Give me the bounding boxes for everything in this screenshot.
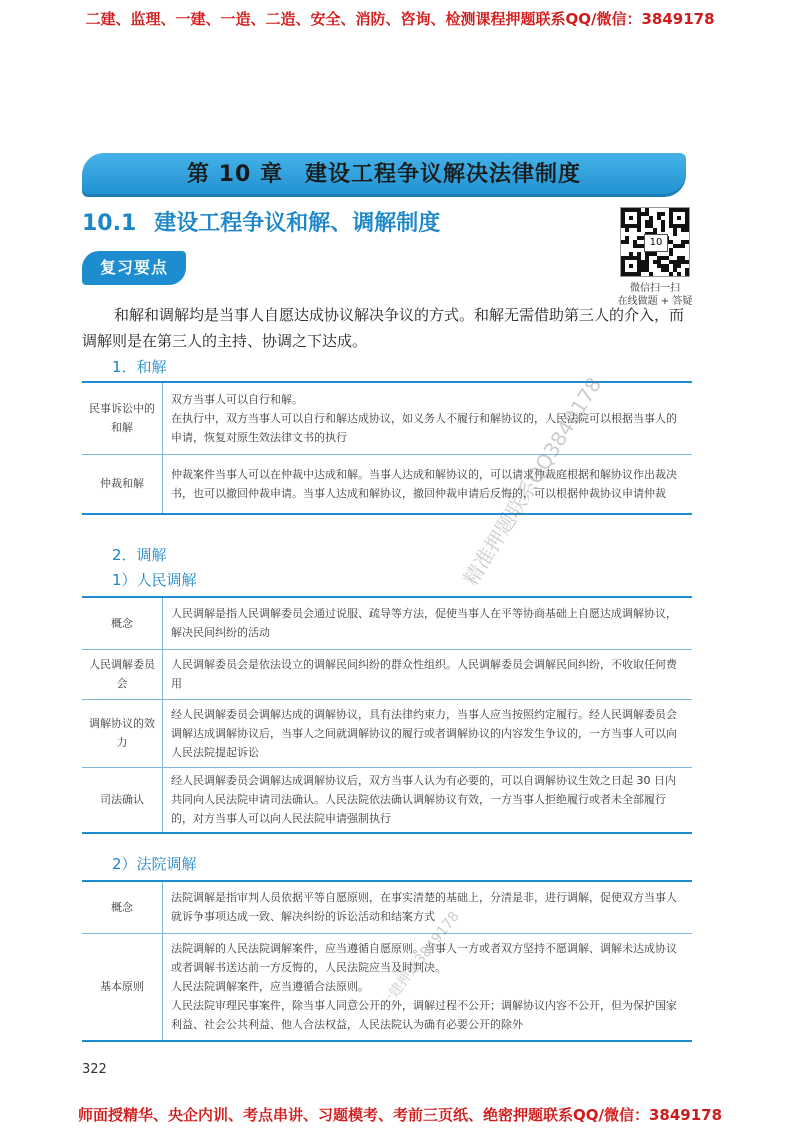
table-row xyxy=(82,597,692,649)
qr-code[interactable] xyxy=(620,207,690,277)
watermark-text: 一建押题3849178 xyxy=(377,908,463,1012)
table-row xyxy=(82,767,692,833)
row-content: 人民调解委员会是依法设立的调解民间纠纷的群众性组织。人民调解委员会调解民间纠纷，不收取任何费用 xyxy=(163,649,693,699)
heading-settlement: 1．和解 xyxy=(112,358,167,376)
settlement-table xyxy=(82,381,692,515)
watermark-text: 精准押题联系QQ3849178 xyxy=(458,373,607,590)
row-content: 仲裁案件当事人可以在仲裁中达成和解。当事人达成和解协议的，可以请求仲裁庭根据和解协议作出裁决书，也可以撤回仲裁申请。当事人达成和解协议，撤回仲裁申请后反悔的，可以根据仲裁协议申请仲裁 xyxy=(163,454,693,514)
table-row xyxy=(82,454,692,514)
row-content: 人民调解是指人民调解委员会通过说服、疏导等方法，促使当事人在平等协商基础上自愿达成调解协议，解决民间纠纷的活动 xyxy=(163,597,693,649)
chapter-title-bar xyxy=(82,153,686,197)
row-label: 概念 xyxy=(82,597,163,649)
row-content: 经人民调解委员会调解达成调解协议后，双方当事人认为有必要的，可以自调解协议生效之日起 30 日内共同向人民法院申请司法确认。人民法院依法确认调解协议有效，一方当事人拒绝履行或者未全部履行的，对方当事人可以向人民法院申请强制执行 xyxy=(163,767,693,833)
intro-paragraph: 和解和调解均是当事人自愿达成协议解决争议的方式。和解无需借助第三人的介入，而调解则是在第三人的主持、协调之下达成。 xyxy=(82,306,685,350)
table-row xyxy=(82,881,692,933)
qr-caption-line2: 在线做题 + 答疑 xyxy=(617,296,693,307)
qr-caption-line1: 微信扫一扫 xyxy=(630,283,680,294)
section-number: 10.1 xyxy=(82,211,137,236)
row-label: 人民调解委员会 xyxy=(82,649,163,699)
row-label: 基本原则 xyxy=(82,933,163,1041)
footer-banner: 师面授精华、央企内训、考点串讲、习题模考、考前三页纸、绝密押题联系QQ/微信：3849178 xyxy=(77,1106,723,1124)
heading-court-mediation: 2）法院调解 xyxy=(112,855,197,873)
row-content: 法院调解是指审判人员依据平等自愿原则，在事实清楚的基础上，分清是非，进行调解，促使双方当事人就诉争事项达成一致、解决纠纷的诉讼活动和结案方式 xyxy=(163,881,693,933)
chapter-title: 建设工程争议解决法律制度 xyxy=(304,162,581,187)
table-row xyxy=(82,699,692,767)
row-label: 仲裁和解 xyxy=(82,454,163,514)
row-label: 民事诉讼中的和解 xyxy=(82,382,163,454)
chapter-number: 第 10 章 xyxy=(187,162,283,187)
row-content: 经人民调解委员会调解达成的调解协议，具有法律约束力，当事人应当按照约定履行。经人民调解委员会调解达成调解协议后，当事人之间就调解协议的履行或者调解协议的内容发生争议的，一方当事人可以向人民法院提起诉讼 xyxy=(163,699,693,767)
row-label: 概念 xyxy=(82,881,163,933)
section-title xyxy=(82,206,440,237)
review-points-tag: 复习要点 xyxy=(82,251,186,285)
row-content: 双方当事人可以自行和解。 在执行中，双方当事人可以自行和解达成协议，如义务人不履行和解协议的，人民法院可以根据当事人的申请，恢复对原生效法律文书的执行 xyxy=(163,382,693,454)
row-label: 司法确认 xyxy=(82,767,163,833)
qr-badge: 10 xyxy=(644,234,668,252)
section-title-text: 建设工程争议和解、调解制度 xyxy=(154,211,441,236)
header-banner: 二建、监理、一建、一造、二造、安全、消防、咨询、检测课程押题联系QQ/微信：3849178 xyxy=(85,10,715,28)
row-content: 法院调解的人民法院调解案件，应当遵循自愿原则。当事人一方或者双方坚持不愿调解、调解未达成协议或者调解书送达前一方反悔的，人民法院应当及时判决。 人民法院调解案件，应当遵循合法原则。 人民法院审理民事案件，除当事人同意公开的外，调解过程不公开；调解协议内容不公开，但为保护国家利益、社会公共利益、他人合法权益，人民法院认为确有必要公开的除外 xyxy=(163,933,693,1041)
table-row xyxy=(82,649,692,699)
people-mediation-table xyxy=(82,596,692,834)
court-mediation-table xyxy=(82,880,692,1042)
heading-mediation: 2．调解 xyxy=(112,546,167,564)
row-label: 调解协议的效力 xyxy=(82,699,163,767)
heading-people-mediation: 1）人民调解 xyxy=(112,571,197,589)
page-number: 322 xyxy=(82,1062,107,1077)
